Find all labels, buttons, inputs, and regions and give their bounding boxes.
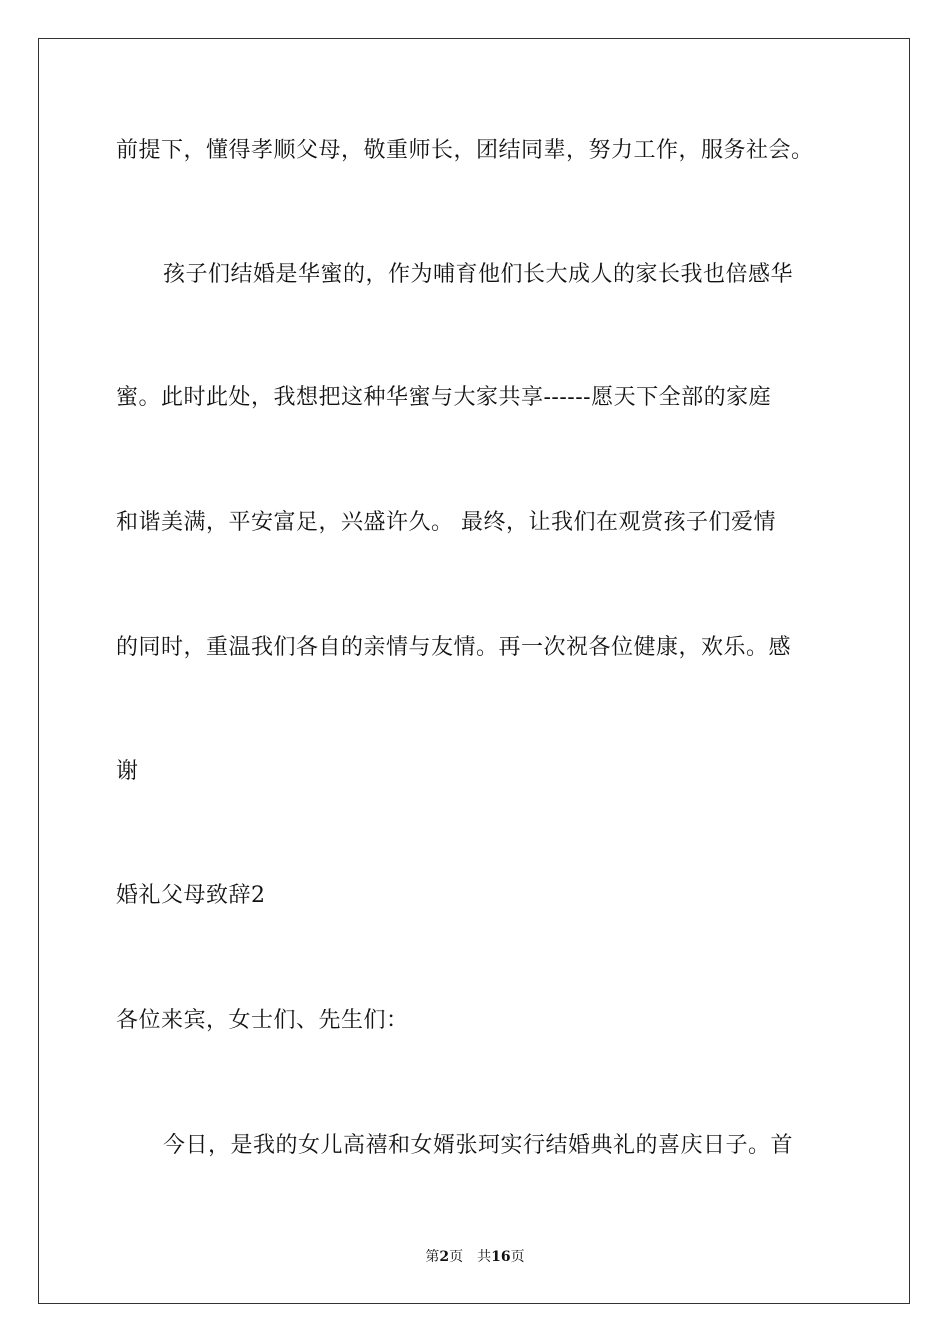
text-line-2: 孩子们结婚是华蜜的，作为哺育他们长大成人的家长我也倍感华 xyxy=(163,262,794,287)
text-line-1: 前提下，懂得孝顺父母，敬重师长，团结同辈，努力工作，服务社会。 xyxy=(116,138,814,163)
page-footer xyxy=(0,1248,950,1266)
footer-page-prefix: 第 xyxy=(425,1249,440,1265)
footer-page-suffix: 页 xyxy=(449,1249,464,1265)
page-border xyxy=(38,38,910,1304)
section-heading: 婚礼父母致辞2 xyxy=(116,883,266,908)
text-line-6: 谢 xyxy=(116,759,139,784)
footer-page-number: 2 xyxy=(439,1249,450,1265)
footer-total-suffix: 页 xyxy=(510,1249,525,1265)
text-line-4: 和谐美满，平安富足，兴盛许久。 最终，让我们在观赏孩子们爱情 xyxy=(116,510,776,535)
text-line-5: 的同时，重温我们各自的亲情与友情。再一次祝各位健康，欢乐。感 xyxy=(116,635,792,660)
text-line-3: 蜜。此时此处，我想把这种华蜜与大家共享------愿天下全部的家庭 xyxy=(116,385,772,410)
salutation: 各位来宾，女士们、先生们： xyxy=(116,1008,409,1033)
footer-total-pages: 16 xyxy=(491,1249,511,1265)
footer-total-prefix: 共 xyxy=(477,1249,492,1265)
text-line-9: 今日，是我的女儿高禧和女婿张珂实行结婚典礼的喜庆日子。首 xyxy=(163,1133,794,1158)
